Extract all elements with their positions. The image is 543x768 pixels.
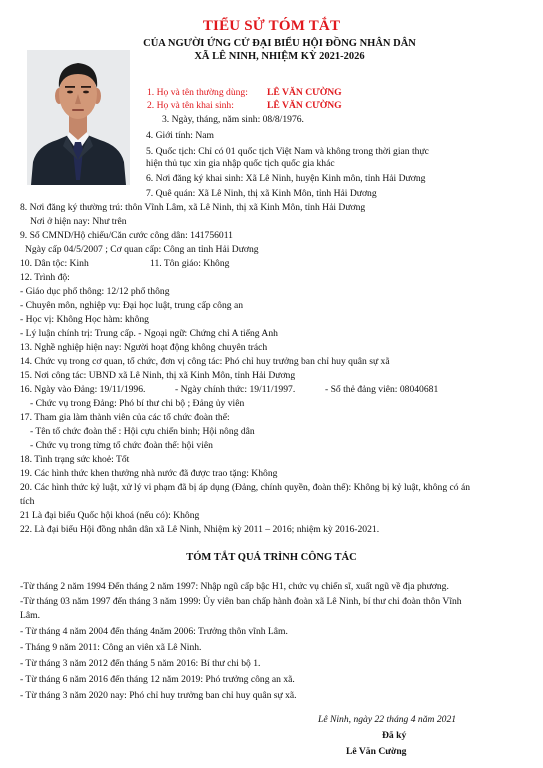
- field-gender: 4. Giới tính: Nam: [146, 130, 214, 141]
- field-permanent-residence: 8. Nơi đăng ký thường trú: thôn Vĩnh Lâm, xã Lê Ninh, thị xã Kinh Môn, tỉnh Hải Dương: [20, 202, 366, 213]
- field-common-name-label: 1. Họ và tên thường dùng:: [147, 87, 248, 98]
- signature-status: Đã ký: [382, 730, 407, 741]
- field-education-heading: 12. Trình độ:: [20, 272, 70, 283]
- signature-name: Lê Văn Cường: [346, 746, 407, 757]
- career-item-cont: Lâm.: [20, 610, 40, 621]
- field-position: 14. Chức vụ trong cơ quan, tổ chức, đơn vị công tác: Phó chỉ huy trưởng ban chỉ huy quân sự xã: [20, 356, 390, 367]
- field-current-residence: Nơi ở hiện nay: Như trên: [30, 216, 127, 227]
- career-item: - Từ tháng 6 năm 2016 đến tháng 12 năm 2019: Phó trưởng công an xã.: [20, 674, 295, 685]
- field-national-assembly: 21 Là đại biểu Quốc hội khoá (nếu có): Không: [20, 510, 200, 521]
- field-academic-degree: - Học vị: Không Học hàm: không: [20, 314, 149, 325]
- field-political-theory-language: - Lý luận chính trị: Trung cấp. - Ngoại ngữ: Chứng chỉ A tiếng Anh: [20, 328, 278, 339]
- field-organizations-roles: - Chức vụ trong từng tổ chức đoàn thể: hội viên: [30, 440, 213, 451]
- field-health: 18. Tình trạng sức khoẻ: Tốt: [20, 454, 130, 465]
- field-professional-qualification: - Chuyên môn, nghiệp vụ: Đại học luật, trung cấp công an: [20, 300, 244, 311]
- field-birth-registration: 6. Nơi đăng ký khai sinh: Xã Lê Ninh, huyện Kinh môn, tỉnh Hải Dương: [146, 173, 426, 184]
- field-ethnicity: 10. Dân tộc: Kinh: [20, 258, 89, 269]
- field-id-issue-info: Ngày cấp 04/5/2007 ; Cơ quan cấp: Công an tỉnh Hải Dương: [25, 244, 259, 255]
- field-council-terms: 22. Là đại biểu Hội đồng nhân dân xã Lê Ninh, Nhiệm kỳ 2011 – 2016; nhiệm kỳ 2016-2021.: [20, 524, 380, 535]
- field-party-card-number: - Số thẻ đảng viên: 08040681: [325, 384, 439, 395]
- document-title: TIỂU SỬ TÓM TẮT: [202, 18, 341, 34]
- field-religion: 11. Tôn giáo: Không: [150, 258, 230, 269]
- career-item: - Từ tháng 4 năm 2004 đến tháng 4năm 2006: Trưởng thôn vĩnh Lâm.: [20, 626, 288, 637]
- career-item: -Từ tháng 03 năm 1997 đến tháng 3 năm 1999: Ủy viên ban chấp hành đoàn xã Lê Ninh, bí thư chi đoàn thôn Vĩnh: [20, 596, 462, 607]
- document-subtitle-line2: XÃ LÊ NINH, NHIỆM KỲ 2021-2026: [194, 51, 365, 62]
- field-hometown: 7. Quê quán: Xã Lê Ninh, thị xã Kinh Môn, tỉnh Hải Dương: [146, 188, 377, 199]
- field-awards: 19. Các hình thức khen thưởng nhà nước đã được trao tặng: Không: [20, 468, 278, 479]
- document-subtitle-line1: CỦA NGƯỜI ỨNG CỬ ĐẠI BIỂU HỘI ĐỒNG NHÂN DÂN: [143, 38, 416, 49]
- signature-place-date: Lê Ninh, ngày 22 tháng 4 năm 2021: [318, 714, 457, 725]
- field-date-of-birth: 3. Ngày, tháng, năm sinh: 08/8/1976.: [162, 114, 304, 125]
- field-id-number: 9. Số CMND/Hộ chiếu/Căn cước công dân: 141756011: [20, 230, 233, 241]
- field-party-position: - Chức vụ trong Đảng: Phó bí thư chi bộ ; Đảng ủy viên: [30, 398, 245, 409]
- field-workplace: 15. Nơi công tác: UBND xã Lê Ninh, thị xã Kinh Môn, tỉnh Hải Dương: [20, 370, 296, 381]
- career-section-title: TÓM TẮT QUÁ TRÌNH CÔNG TÁC: [186, 552, 357, 563]
- career-item: - Từ tháng 3 năm 2012 đến tháng 5 năm 2016: Bí thư chi bộ 1.: [20, 658, 261, 669]
- field-nationality: 5. Quốc tịch: Chỉ có 01 quốc tịch Việt Nam và không trong thời gian thực: [146, 146, 429, 157]
- field-party-join-date: 16. Ngày vào Đảng: 19/11/1996.: [20, 384, 146, 395]
- field-discipline: 20. Các hình thức kỷ luật, xử lý vi phạm đã bị áp dụng (Đảng, chính quyền, đoàn thể): Không bị kỷ luật, không có án: [20, 482, 471, 493]
- candidate-portrait-photo: [27, 50, 130, 185]
- career-item: - Tháng 9 năm 2011: Công an viên xã Lê Ninh.: [20, 642, 202, 653]
- field-birth-name-value: LÊ VĂN CƯỜNG: [267, 100, 342, 111]
- field-organizations-names: - Tên tổ chức đoàn thể : Hội cựu chiến binh; Hội nông dân: [30, 426, 255, 437]
- career-item: -Từ tháng 2 năm 1994 Đến tháng 2 năm 1997: Nhập ngũ cấp bậc H1, chức vụ chiến sĩ, xuất ngũ về địa phương.: [20, 581, 449, 592]
- field-party-official-date: - Ngày chính thức: 19/11/1997.: [175, 384, 296, 395]
- field-birth-name-label: 2. Họ và tên khai sinh:: [147, 100, 234, 111]
- career-item: - Từ tháng 3 năm 2020 nay: Phó chỉ huy trưởng ban chỉ huy quân sự xã.: [20, 690, 297, 701]
- field-general-education: - Giáo dục phổ thông: 12/12 phổ thông: [20, 286, 170, 297]
- field-organizations-heading: 17. Tham gia làm thành viên của các tổ chức đoàn thể:: [20, 412, 230, 423]
- field-nationality-cont: hiện thủ tục xin gia nhập quốc tịch quốc gia khác: [146, 158, 335, 169]
- field-common-name-value: LÊ VĂN CƯỜNG: [267, 87, 342, 98]
- field-discipline-cont: tích: [20, 496, 35, 507]
- field-occupation: 13. Nghề nghiệp hiện nay: Người hoạt động không chuyên trách: [20, 342, 268, 353]
